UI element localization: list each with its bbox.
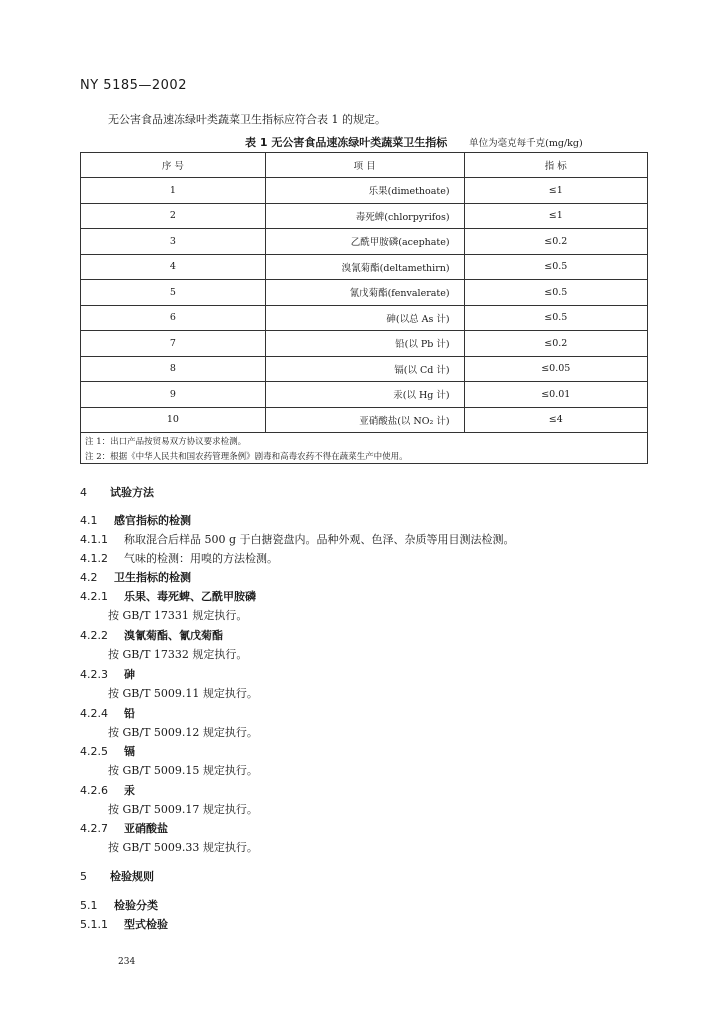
- row-no: 10: [81, 407, 266, 433]
- table-row: [81, 254, 648, 280]
- section-number: 4.2: [80, 571, 98, 584]
- section-4-1-heading: [80, 512, 191, 528]
- row-no: 7: [81, 331, 266, 357]
- section-5-1-heading: [80, 897, 158, 913]
- clause-number: 4.2.2: [80, 629, 108, 642]
- row-no: 8: [81, 356, 266, 382]
- intro-paragraph: 无公害食品速冻绿叶类蔬菜卫生指标应符合表 1 的规定。: [108, 113, 386, 126]
- row-item: 溴氰菊酯(deltamethirn): [265, 254, 464, 280]
- table-unit: 单位为毫克每千克(mg/kg): [469, 138, 583, 149]
- clause-4-1-2: [80, 550, 278, 566]
- clause-title: 砷: [124, 668, 135, 681]
- table-note-row: [81, 433, 648, 449]
- row-item: 汞(以 Hg 计): [265, 382, 464, 408]
- clause-title: 溴氰菊酯、氰戊菊酯: [124, 629, 223, 642]
- clause-number: 5.1.1: [80, 918, 108, 931]
- section-title: 卫生指标的检测: [114, 571, 191, 584]
- header-value: 指 标: [464, 153, 647, 178]
- header-item: 项 目: [265, 153, 464, 178]
- row-no: 4: [81, 254, 266, 280]
- clause-title: 镉: [124, 745, 135, 758]
- section-5-heading: [80, 868, 154, 884]
- table-row: [81, 229, 648, 255]
- clause-text: 气味的检测：用嗅的方法检测。: [124, 552, 278, 565]
- table-note-2: 注 2：根据《中华人民共和国农药管理条例》剧毒和高毒农药不得在蔬菜生产中使用。: [81, 448, 648, 464]
- clause-4-2-3-text: 按 GB/T 5009.11 规定执行。: [108, 687, 258, 700]
- section-number: 4: [80, 486, 87, 499]
- table-row: [81, 356, 648, 382]
- row-item: 乙酰甲胺磷(acephate): [265, 229, 464, 255]
- table-row: [81, 280, 648, 306]
- table-row: [81, 382, 648, 408]
- clause-4-2-2-heading: [80, 627, 223, 643]
- clause-number: 4.1.2: [80, 552, 108, 565]
- clause-number: 4.2.6: [80, 784, 108, 797]
- header-no: 序 号: [81, 153, 266, 178]
- section-title: 检验规则: [110, 870, 154, 883]
- row-item: 氰戊菊酯(fenvalerate): [265, 280, 464, 306]
- row-value: ≤0.2: [464, 331, 647, 357]
- clause-4-2-4-heading: [80, 705, 135, 721]
- row-item: 亚硝酸盐(以 NO₂ 计): [265, 407, 464, 433]
- clause-4-2-6-heading: [80, 782, 135, 798]
- clause-number: 4.2.3: [80, 668, 108, 681]
- row-value: ≤1: [464, 203, 647, 229]
- clause-4-2-3-heading: [80, 666, 135, 682]
- row-item: 毒死蜱(chlorpyrifos): [265, 203, 464, 229]
- clause-4-2-2-text: 按 GB/T 17332 规定执行。: [108, 648, 248, 661]
- clause-title: 乐果、毒死蜱、乙酰甲胺磷: [124, 590, 256, 603]
- table-note-row: [81, 448, 648, 464]
- clause-title: 汞: [124, 784, 135, 797]
- clause-4-2-7-heading: [80, 820, 168, 836]
- row-value: ≤0.01: [464, 382, 647, 408]
- row-value: ≤0.2: [464, 229, 647, 255]
- section-4-2-heading: [80, 569, 191, 585]
- clause-4-2-1-text: 按 GB/T 17331 规定执行。: [108, 609, 248, 622]
- row-no: 5: [81, 280, 266, 306]
- hygiene-index-table: [80, 152, 648, 464]
- clause-title: 型式检验: [124, 918, 168, 931]
- table-row: [81, 407, 648, 433]
- row-value: ≤0.5: [464, 254, 647, 280]
- clause-number: 4.2.5: [80, 745, 108, 758]
- section-title: 试验方法: [110, 486, 154, 499]
- section-number: 4.1: [80, 514, 98, 527]
- clause-4-2-4-text: 按 GB/T 5009.12 规定执行。: [108, 726, 258, 739]
- row-item: 镉(以 Cd 计): [265, 356, 464, 382]
- row-no: 6: [81, 305, 266, 331]
- clause-4-2-5-text: 按 GB/T 5009.15 规定执行。: [108, 764, 258, 777]
- row-value: ≤0.5: [464, 280, 647, 306]
- table-row: [81, 178, 648, 204]
- clause-title: 铅: [124, 707, 135, 720]
- clause-number: 4.2.4: [80, 707, 108, 720]
- section-title: 感官指标的检测: [114, 514, 191, 527]
- row-value: ≤4: [464, 407, 647, 433]
- row-item: 铅(以 Pb 计): [265, 331, 464, 357]
- row-value: ≤0.05: [464, 356, 647, 382]
- clause-4-2-6-text: 按 GB/T 5009.17 规定执行。: [108, 803, 258, 816]
- clause-4-1-1: [80, 531, 515, 547]
- table-note-1: 注 1：出口产品按贸易双方协议要求检测。: [81, 433, 648, 449]
- table-row: [81, 305, 648, 331]
- table-title: 表 1 无公害食品速冻绿叶类蔬菜卫生指标: [245, 136, 448, 149]
- standard-code: NY 5185—2002: [80, 78, 187, 93]
- row-value: ≤1: [464, 178, 647, 204]
- section-title: 检验分类: [114, 899, 158, 912]
- table-row: [81, 203, 648, 229]
- row-value: ≤0.5: [464, 305, 647, 331]
- clause-number: 4.1.1: [80, 533, 108, 546]
- clause-title: 亚硝酸盐: [124, 822, 168, 835]
- table-header-row: [81, 153, 648, 178]
- clause-number: 4.2.1: [80, 590, 108, 603]
- clause-number: 4.2.7: [80, 822, 108, 835]
- clause-4-2-7-text: 按 GB/T 5009.33 规定执行。: [108, 841, 258, 854]
- section-number: 5.1: [80, 899, 98, 912]
- row-no: 9: [81, 382, 266, 408]
- row-item: 砷(以总 As 计): [265, 305, 464, 331]
- row-no: 1: [81, 178, 266, 204]
- section-5-1-1-heading: [80, 916, 168, 932]
- row-no: 3: [81, 229, 266, 255]
- clause-4-2-1-heading: [80, 588, 256, 604]
- row-item: 乐果(dimethoate): [265, 178, 464, 204]
- page-number: 234: [118, 957, 136, 967]
- table-caption: [245, 134, 583, 150]
- row-no: 2: [81, 203, 266, 229]
- section-4-heading: [80, 484, 154, 500]
- section-number: 5: [80, 870, 87, 883]
- table-row: [81, 331, 648, 357]
- clause-4-2-5-heading: [80, 743, 135, 759]
- clause-text: 称取混合后样品 500 g 于白搪瓷盘内。品种外观、色泽、杂质等用目测法检测。: [124, 533, 515, 546]
